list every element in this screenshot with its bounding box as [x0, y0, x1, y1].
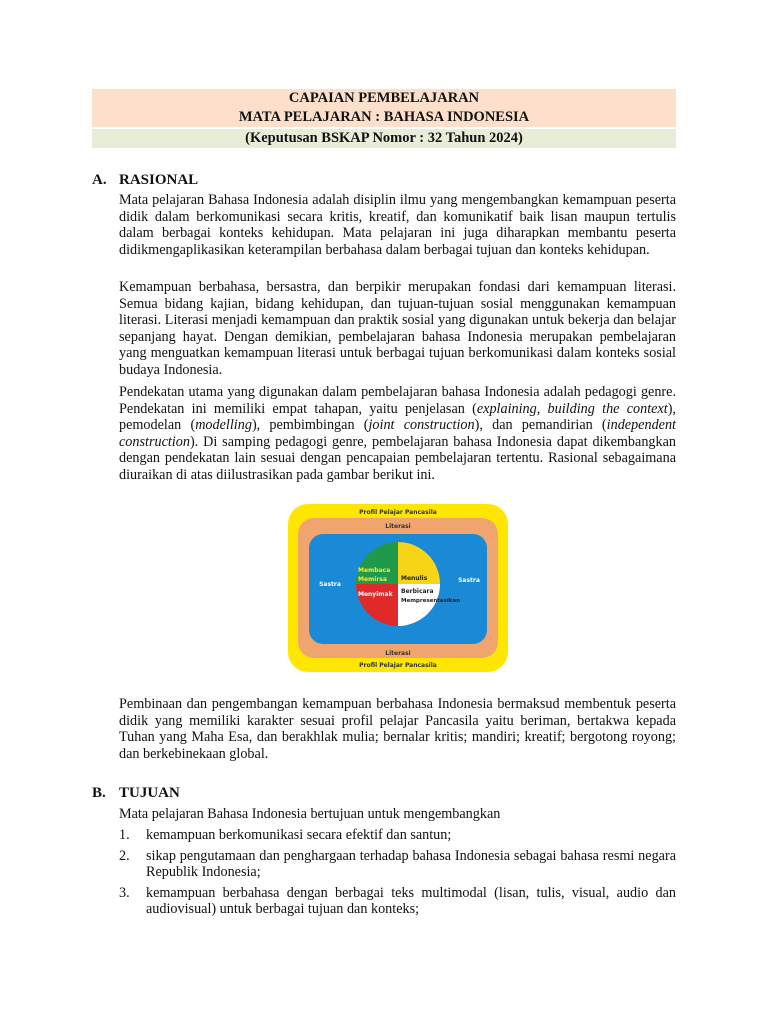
- rasional-paragraph-2: Kemampuan berbahasa, bersastra, dan berpikir merupakan fondasi dari kemampuan literasi. Semua bidang kajian, bidang kehidupan, dan tujuan-tujuan sosial menggunakan kemampuan literasi. Literasi menjadi kemampuan dan praktik sosial yang digunakan untuk bekerja dan belajar sepanjang hayat. Dengan demikian, pembelajaran bahasa Indonesia merupakan pembelajaran yang menguatkan kemampuan literasi untuk berbagai tujuan berkomunikasi dalam konteks sosial budaya Indonesia.: [119, 279, 676, 378]
- diagram-label-menulis: Menulis: [401, 575, 428, 582]
- diagram-label-literasi-top: Literasi: [385, 523, 411, 530]
- diagram-label-menyimak: Menyimak: [358, 591, 393, 598]
- tujuan-list: [119, 827, 676, 922]
- diagram-label-membaca: Membaca: [358, 567, 391, 574]
- section-b-heading: [92, 785, 180, 802]
- header-title-block: [92, 89, 676, 127]
- rasional-paragraph-4: Pembinaan dan pengembangan kemampuan berbahasa Indonesia bermaksud membentuk peserta didik yang memiliki karakter sesuai profil pelajar Pancasila yaitu beriman, bertakwa kepada Tuhan yang Maha Esa, dan berakhlak mulia; bernalar kritis; mandiri; kreatif; bergotong royong; dan berkebinekaan global.: [119, 696, 676, 762]
- section-b-title: TUJUAN: [119, 785, 180, 801]
- header-title: CAPAIAN PEMBELAJARAN: [288, 90, 480, 106]
- header-decree: (Keputusan BSKAP Nomor : 32 Tahun 2024): [92, 129, 676, 148]
- literacy-diagram: [288, 504, 508, 672]
- tujuan-intro: Mata pelajaran Bahasa Indonesia bertujuan untuk mengembangkan: [119, 806, 501, 822]
- section-b-letter: B.: [92, 785, 106, 801]
- list-item: 3. kemampuan berbahasa dengan berbagai teks multimodal (lisan, tulis, visual, audio dan audiovisual) untuk berbagai tujuan dan konteks;: [119, 884, 676, 918]
- diagram-label-memirsa: Memirsa: [358, 576, 387, 583]
- diagram-label-sastra-right: Sastra: [458, 577, 480, 584]
- diagram-label-sastra-left: Sastra: [319, 581, 341, 588]
- rasional-paragraph-3: Pendekatan utama yang digunakan dalam pembelajaran bahasa Indonesia adalah pedagogi genre. Pendekatan ini memiliki empat tahapan, yaitu penjelasan (explaining, building the context), pemodelan (modelling), pembimbingan (joint construction), dan pemandirian (independent construction). Di samping pedagogi genre, pembelajaran bahasa Indonesia dapat dikembangkan dengan pendekatan lain sesuai dengan pencapaian pembelajaran tertentu. Rasional sebagaimana diuraikan di atas diilustrasikan pada gambar berikut ini.: [119, 384, 676, 483]
- diagram-label-literasi-bottom: Literasi: [385, 650, 411, 657]
- header-subject: MATA PELAJARAN : BAHASA INDONESIA: [238, 109, 530, 125]
- list-item: 1. kemampuan berkomunikasi secara efektif dan santun;: [119, 827, 452, 843]
- list-item: 2. sikap pengutamaan dan penghargaan terhadap bahasa Indonesia sebagai bahasa resmi negara Republik Indonesia;: [119, 847, 676, 881]
- diagram-label-mempresentasikan: Mempresentasikan: [401, 598, 461, 604]
- diagram-label-outer-top: Profil Pelajar Pancasila: [359, 509, 437, 516]
- rasional-paragraph-1: Mata pelajaran Bahasa Indonesia adalah disiplin ilmu yang mengembangkan kemampuan peserta didik dalam berkomunikasi secara kritis, kreatif, dan komunikatif baik lisan maupun tertulis dalam berbagai konteks kehidupan. Mata pelajaran ini juga diharapkan membantu peserta didikmengaplikasikan keterampilan berbahasa dalam berbagai tujuan dan konteks kehidupan.: [119, 192, 676, 258]
- diagram-label-berbicara: Berbicara: [401, 588, 434, 595]
- section-a-title: RASIONAL: [119, 172, 199, 188]
- diagram-label-outer-bottom: Profil Pelajar Pancasila: [359, 662, 437, 669]
- section-a-letter: A.: [92, 172, 107, 188]
- section-a-heading: [92, 172, 198, 189]
